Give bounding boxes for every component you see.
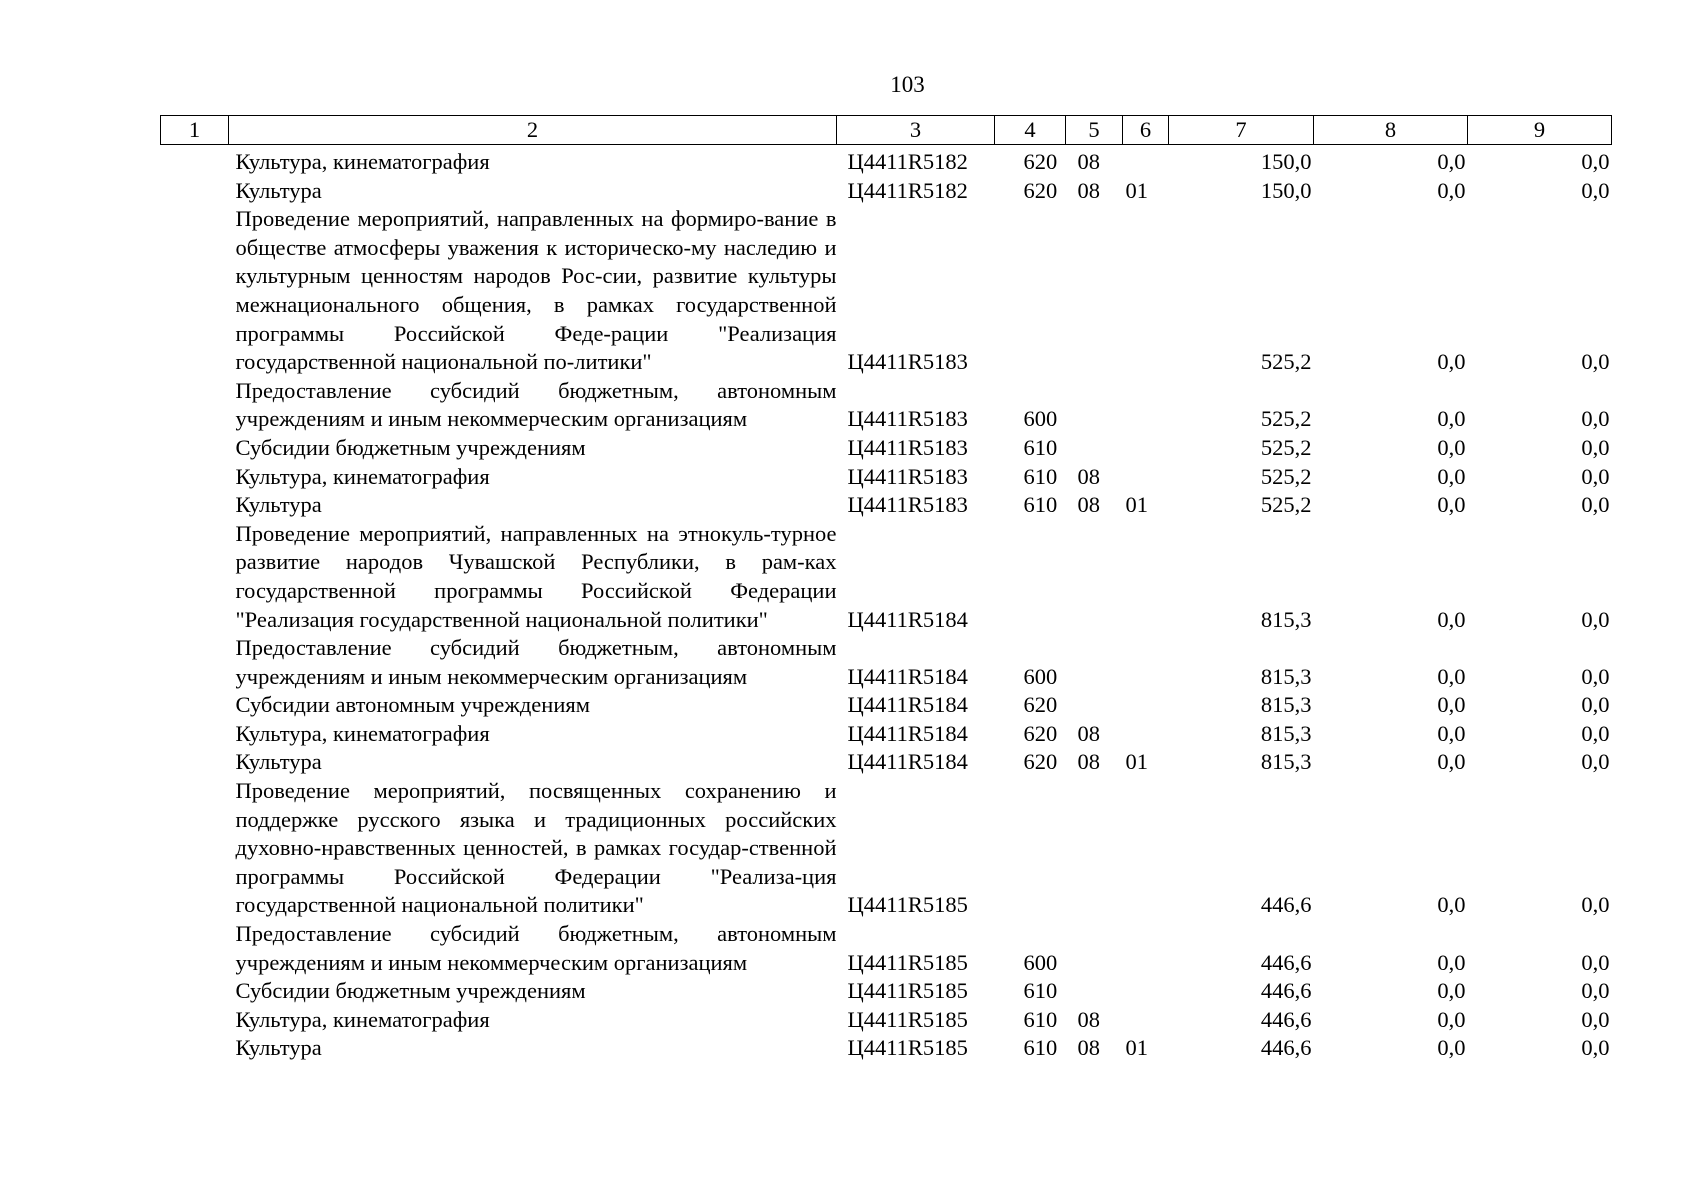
table-row bbox=[161, 691, 1612, 720]
expense-group: 620 bbox=[1023, 749, 1058, 775]
amount-year-3: 0,0 bbox=[1581, 406, 1610, 432]
expense-group: 610 bbox=[1023, 434, 1058, 460]
expense-name: Проведение мероприятий, направленных на формиро-вание в обществе атмосферы уважения к историческо-му наследию и культурным ценностям народов Рос-сии, развитие культуры межнационального общения, в рамках государственной программы Российской Феде-рации "Реализация государственной национальной по-литики" bbox=[235, 206, 837, 375]
row-number-cell bbox=[161, 520, 229, 634]
row-number-cell bbox=[161, 463, 229, 492]
table-row bbox=[161, 720, 1612, 749]
header-row bbox=[161, 116, 1612, 145]
expense-group: 620 bbox=[1023, 177, 1058, 203]
table-row bbox=[161, 777, 1612, 920]
amount-year-3: 0,0 bbox=[1581, 1006, 1610, 1032]
subsection-code: 01 bbox=[1125, 749, 1148, 775]
column-header: 4 bbox=[995, 116, 1066, 145]
expense-group: 620 bbox=[1023, 692, 1058, 718]
amount-year-2: 0,0 bbox=[1437, 749, 1466, 775]
row-number-cell bbox=[161, 920, 229, 977]
amount-year-1: 525,2 bbox=[1260, 349, 1312, 375]
subsection-code: 01 bbox=[1125, 492, 1148, 518]
row-number-cell bbox=[161, 720, 229, 749]
target-article-code: Ц4411R5183 bbox=[847, 463, 968, 489]
subsection-code: 01 bbox=[1125, 1035, 1148, 1061]
expense-name: Субсидии бюджетным учреждениям bbox=[235, 434, 586, 460]
amount-year-1: 525,2 bbox=[1260, 406, 1312, 432]
amount-year-3: 0,0 bbox=[1581, 692, 1610, 718]
amount-year-2: 0,0 bbox=[1437, 149, 1466, 174]
expense-name: Культура bbox=[235, 1035, 322, 1061]
subsection-code bbox=[1123, 977, 1169, 1006]
amount-year-1: 525,2 bbox=[1260, 492, 1312, 518]
row-number-cell bbox=[161, 1034, 229, 1063]
amount-year-1: 815,3 bbox=[1260, 692, 1312, 718]
amount-year-2: 0,0 bbox=[1437, 949, 1466, 975]
amount-year-1: 815,3 bbox=[1260, 606, 1312, 632]
row-number-cell bbox=[161, 177, 229, 206]
expense-group: 610 bbox=[1023, 1035, 1058, 1061]
target-article-code: Ц4411R5185 bbox=[847, 1035, 968, 1061]
amount-year-3: 0,0 bbox=[1581, 149, 1610, 174]
table-row bbox=[161, 920, 1612, 977]
amount-year-3: 0,0 bbox=[1581, 720, 1610, 746]
amount-year-1: 150,0 bbox=[1260, 149, 1312, 174]
target-article-code: Ц4411R5182 bbox=[847, 177, 968, 203]
expense-name: Культура, кинематография bbox=[235, 720, 490, 746]
amount-year-1: 525,2 bbox=[1260, 434, 1312, 460]
subsection-code bbox=[1123, 634, 1169, 691]
amount-year-2: 0,0 bbox=[1437, 406, 1466, 432]
row-number-cell bbox=[161, 634, 229, 691]
section-code bbox=[1066, 920, 1123, 977]
table-row bbox=[161, 748, 1612, 777]
amount-year-3: 0,0 bbox=[1581, 463, 1610, 489]
amount-year-3: 0,0 bbox=[1581, 892, 1610, 918]
expense-name: Проведение мероприятий, направленных на этнокуль-турное развитие народов Чувашской Республики, в рам-ках государственной программы Российской Федерации "Реализация государственной национальной политики" bbox=[235, 520, 837, 632]
page-number: 103 bbox=[890, 72, 925, 97]
subsection-code bbox=[1123, 777, 1169, 920]
section-code: 08 bbox=[1077, 1006, 1100, 1032]
expense-group: 610 bbox=[1023, 978, 1058, 1004]
table-row bbox=[161, 634, 1612, 691]
amount-year-2: 0,0 bbox=[1437, 492, 1466, 518]
section-code bbox=[1066, 520, 1123, 634]
expense-group: 610 bbox=[1023, 1006, 1058, 1032]
amount-year-1: 446,6 bbox=[1260, 892, 1312, 918]
amount-year-1: 446,6 bbox=[1260, 949, 1312, 975]
amount-year-3: 0,0 bbox=[1581, 349, 1610, 375]
amount-year-1: 815,3 bbox=[1260, 663, 1312, 689]
column-header: 8 bbox=[1314, 116, 1468, 145]
target-article-code: Ц4411R5185 bbox=[847, 949, 968, 975]
section-code bbox=[1066, 434, 1123, 463]
amount-year-2: 0,0 bbox=[1437, 978, 1466, 1004]
table-body bbox=[161, 145, 1612, 1064]
subsection-code: 01 bbox=[1125, 177, 1148, 203]
section-code: 08 bbox=[1077, 177, 1100, 203]
table-row bbox=[161, 145, 1612, 177]
table-row bbox=[161, 434, 1612, 463]
target-article-code: Ц4411R5184 bbox=[847, 692, 968, 718]
subsection-code bbox=[1123, 920, 1169, 977]
amount-year-2: 0,0 bbox=[1437, 692, 1466, 718]
amount-year-2: 0,0 bbox=[1437, 1006, 1466, 1032]
subsection-code bbox=[1123, 720, 1169, 749]
section-code bbox=[1066, 777, 1123, 920]
subsection-code bbox=[1123, 205, 1169, 377]
amount-year-2: 0,0 bbox=[1437, 177, 1466, 203]
column-header: 9 bbox=[1468, 116, 1612, 145]
section-code: 08 bbox=[1077, 720, 1100, 746]
subsection-code bbox=[1123, 145, 1169, 177]
subsection-code bbox=[1123, 377, 1169, 434]
expense-name: Культура, кинематография bbox=[235, 1006, 490, 1032]
amount-year-3: 0,0 bbox=[1581, 978, 1610, 1004]
expense-name: Проведение мероприятий, посвященных сохранению и поддержке русского языка и традиционных российских духовно-нравственных ценностей, в рамках государ-ственной программы Российской Федерации "Реализа-ция государственной национальной политики" bbox=[235, 778, 837, 918]
expense-group: 620 bbox=[1023, 720, 1058, 746]
expense-name: Субсидии бюджетным учреждениям bbox=[235, 978, 586, 1004]
expense-name: Субсидии автономным учреждениям bbox=[235, 692, 590, 718]
amount-year-1: 525,2 bbox=[1260, 463, 1312, 489]
expense-group: 620 bbox=[1023, 149, 1058, 174]
amount-year-3: 0,0 bbox=[1581, 749, 1610, 775]
table-row bbox=[161, 177, 1612, 206]
amount-year-2: 0,0 bbox=[1437, 663, 1466, 689]
amount-year-1: 446,6 bbox=[1260, 1006, 1312, 1032]
amount-year-3: 0,0 bbox=[1581, 663, 1610, 689]
target-article-code: Ц4411R5185 bbox=[847, 978, 968, 1004]
subsection-code bbox=[1123, 463, 1169, 492]
target-article-code: Ц4411R5183 bbox=[847, 349, 968, 375]
amount-year-3: 0,0 bbox=[1581, 177, 1610, 203]
target-article-code: Ц4411R5184 bbox=[847, 663, 968, 689]
amount-year-2: 0,0 bbox=[1437, 606, 1466, 632]
amount-year-1: 446,6 bbox=[1260, 1035, 1312, 1061]
amount-year-2: 0,0 bbox=[1437, 349, 1466, 375]
table-row bbox=[161, 491, 1612, 520]
row-number-cell bbox=[161, 1006, 229, 1035]
column-header: 3 bbox=[837, 116, 995, 145]
section-code: 08 bbox=[1077, 463, 1100, 489]
target-article-code: Ц4411R5185 bbox=[847, 1006, 968, 1032]
target-article-code: Ц4411R5185 bbox=[847, 892, 968, 918]
target-article-code: Ц4411R5184 bbox=[847, 720, 968, 746]
row-number-cell bbox=[161, 777, 229, 920]
table-row bbox=[161, 977, 1612, 1006]
table-row bbox=[161, 205, 1612, 377]
table-row bbox=[161, 377, 1612, 434]
amount-year-3: 0,0 bbox=[1581, 1035, 1610, 1061]
amount-year-1: 446,6 bbox=[1260, 978, 1312, 1004]
target-article-code: Ц4411R5184 bbox=[847, 606, 968, 632]
column-header: 1 bbox=[161, 116, 229, 145]
section-code bbox=[1066, 691, 1123, 720]
section-code bbox=[1066, 205, 1123, 377]
expense-group: 600 bbox=[1023, 663, 1058, 689]
target-article-code: Ц4411R5184 bbox=[847, 749, 968, 775]
expense-group: 610 bbox=[1023, 463, 1058, 489]
column-header: 5 bbox=[1066, 116, 1123, 145]
expense-name: Культура bbox=[235, 492, 322, 518]
section-code bbox=[1066, 377, 1123, 434]
section-code: 08 bbox=[1077, 492, 1100, 518]
row-number-cell bbox=[161, 205, 229, 377]
expense-group bbox=[995, 520, 1066, 634]
expense-group bbox=[995, 205, 1066, 377]
row-number-cell bbox=[161, 491, 229, 520]
expense-group: 610 bbox=[1023, 492, 1058, 518]
amount-year-3: 0,0 bbox=[1581, 949, 1610, 975]
budget-table bbox=[160, 115, 1612, 1063]
amount-year-3: 0,0 bbox=[1581, 492, 1610, 518]
target-article-code: Ц4411R5183 bbox=[847, 434, 968, 460]
amount-year-1: 150,0 bbox=[1260, 177, 1312, 203]
expense-name: Культура bbox=[235, 177, 322, 203]
expense-name: Предоставление субсидий бюджетным, автономным учреждениям и иным некоммерческим организациям bbox=[235, 377, 837, 432]
target-article-code: Ц4411R5182 bbox=[847, 149, 968, 174]
section-code bbox=[1066, 977, 1123, 1006]
subsection-code bbox=[1123, 520, 1169, 634]
row-number-cell bbox=[161, 377, 229, 434]
target-article-code: Ц4411R5183 bbox=[847, 406, 968, 432]
table-row bbox=[161, 1034, 1612, 1063]
amount-year-1: 815,3 bbox=[1260, 749, 1312, 775]
expense-name: Предоставление субсидий бюджетным, автономным учреждениям и иным некоммерческим организациям bbox=[235, 921, 837, 975]
amount-year-2: 0,0 bbox=[1437, 1035, 1466, 1061]
amount-year-2: 0,0 bbox=[1437, 720, 1466, 746]
expense-name: Предоставление субсидий бюджетным, автономным учреждениям и иным некоммерческим организациям bbox=[235, 635, 837, 689]
target-article-code: Ц4411R5183 bbox=[847, 492, 968, 518]
row-number-cell bbox=[161, 748, 229, 777]
row-number-cell bbox=[161, 145, 229, 177]
section-code: 08 bbox=[1077, 1035, 1100, 1061]
subsection-code bbox=[1123, 434, 1169, 463]
table-row bbox=[161, 520, 1612, 634]
amount-year-3: 0,0 bbox=[1581, 434, 1610, 460]
section-code bbox=[1066, 634, 1123, 691]
amount-year-2: 0,0 bbox=[1437, 434, 1466, 460]
column-header: 2 bbox=[229, 116, 837, 145]
expense-name: Культура, кинематография bbox=[235, 149, 490, 174]
column-header: 6 bbox=[1123, 116, 1169, 145]
column-header: 7 bbox=[1169, 116, 1314, 145]
section-code: 08 bbox=[1077, 149, 1100, 174]
subsection-code bbox=[1123, 691, 1169, 720]
amount-year-1: 815,3 bbox=[1260, 720, 1312, 746]
expense-group bbox=[995, 777, 1066, 920]
amount-year-3: 0,0 bbox=[1581, 606, 1610, 632]
row-number-cell bbox=[161, 691, 229, 720]
amount-year-2: 0,0 bbox=[1437, 892, 1466, 918]
table-row bbox=[161, 463, 1612, 492]
row-number-cell bbox=[161, 977, 229, 1006]
table-header bbox=[161, 116, 1612, 145]
expense-name: Культура bbox=[235, 749, 322, 775]
section-code: 08 bbox=[1077, 749, 1100, 775]
row-number-cell bbox=[161, 434, 229, 463]
table-row bbox=[161, 1006, 1612, 1035]
subsection-code bbox=[1123, 1006, 1169, 1035]
expense-name: Культура, кинематография bbox=[235, 463, 490, 489]
amount-year-2: 0,0 bbox=[1437, 463, 1466, 489]
expense-group: 600 bbox=[1023, 406, 1058, 432]
expense-group: 600 bbox=[1023, 949, 1058, 975]
